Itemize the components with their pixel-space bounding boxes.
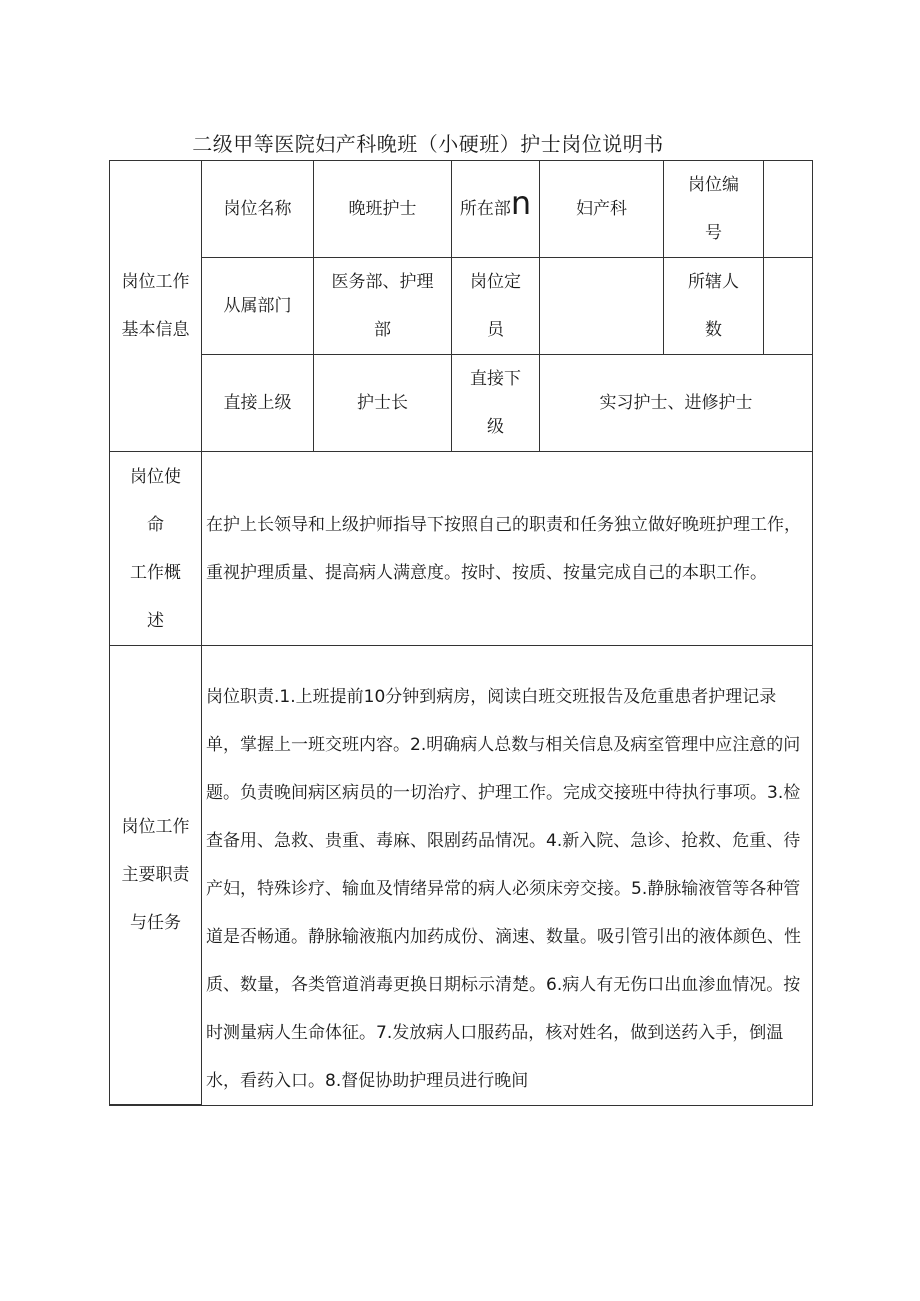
parent-dept-value: 医务部、护理 部 bbox=[314, 258, 452, 355]
job-description-table bbox=[109, 160, 813, 1106]
duties-text: 岗位职责.1.上班提前10分钟到病房，阅读白班交班报告及危重患者护理记录单，掌握上一班交班内容。2.明确病人总数与相关信息及病室管理中应注意的问题。负责晚间病区病员的一切治疗、护理工作。完成交接班中待执行事项。3.检查备用、急救、贵重、毒麻、限剧药品情况。4.新入院、急诊、抢救、危重、待产妇，特殊诊疗、输血及情绪异常的病人必须床旁交接。5.静脉输液管等各种管道是否畅通。静脉输液瓶内加药成份、滴速、数量。吸引管引出的液体颜色、性质、数量，各类管道消毒更换日期标示清楚。6.病人有无伤口出血渗血情况。按时测量病人生命体征。7.发放病人口服药品，核对姓名，做到送药入手，倒温水，看药入口。8.督促协助护理员进行晚间 bbox=[202, 646, 813, 1106]
dept-label-tail: n bbox=[510, 184, 532, 222]
superior-label: 直接上级 bbox=[202, 355, 314, 452]
staffing-label: 岗位定 员 bbox=[452, 258, 540, 355]
basic-info-section-label: 岗位工作 基本信息 bbox=[110, 161, 202, 452]
post-number-label: 岗位编 号 bbox=[664, 161, 764, 258]
staffing-value bbox=[540, 258, 664, 355]
mission-text: 在护上长领导和上级护师指导下按照自己的职责和任务独立做好晚班护理工作，重视护理质量、提高病人满意度。按时、按质、按量完成自己的本职工作。 bbox=[202, 452, 813, 646]
parent-dept-label: 从属部门 bbox=[202, 258, 314, 355]
dept-value: 妇产科 bbox=[540, 161, 664, 258]
document-title: 二级甲等医院妇产科晚班（小硬班）护士岗位说明书 bbox=[192, 132, 664, 156]
subordinate-label: 直接下 级 bbox=[452, 355, 540, 452]
subordinates-count-label: 所辖人 数 bbox=[664, 258, 764, 355]
post-number-value bbox=[764, 161, 813, 258]
dept-label: 所在部n bbox=[452, 161, 540, 258]
subordinate-value: 实习护士、进修护士 bbox=[540, 355, 813, 452]
superior-value: 护士长 bbox=[314, 355, 452, 452]
duties-section-label: 岗位工作 主要职责 与任务 bbox=[110, 646, 202, 1105]
post-name-label: 岗位名称 bbox=[202, 161, 314, 258]
post-name-value: 晚班护士 bbox=[314, 161, 452, 258]
subordinates-count-value bbox=[764, 258, 813, 355]
duties-label-spacer bbox=[110, 1104, 202, 1105]
mission-section-label: 岗位使 命 工作概 述 bbox=[110, 452, 202, 646]
